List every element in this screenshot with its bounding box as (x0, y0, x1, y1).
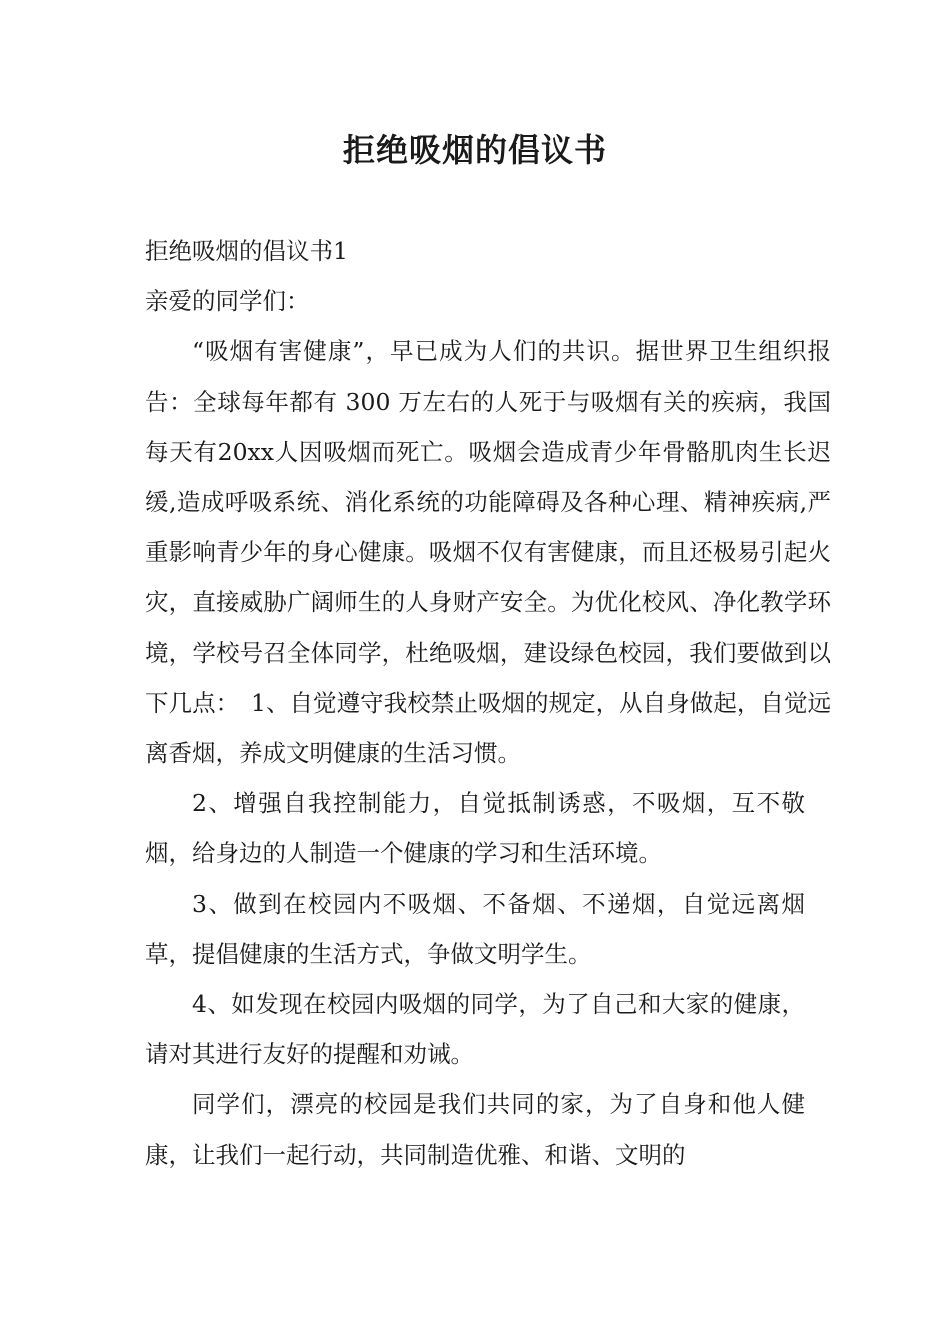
paragraph-intro: “吸烟有害健康”，早已成为人们的共识。据世界卫生组织报告：全球每年都有 300 万左右的人死于与吸烟有关的疾病，我国每天有20xx人因吸烟而死亡。吸烟会造成青少年骨骼肌肉生长迟缓,造成呼吸系统、消化系统的功能障碍及各种心理、精神疾病,严重影响青少年的身心健康。吸烟不仅有害健康，而且还极易引起火灾，直接威胁广阔师生的人身财产安全。为优化校风、净化教学环境，学校号召全体同学，杜绝吸烟，建设绿色校园，我们要做到以下几点： 1、自觉遵守我校禁止吸烟的规定，从自身做起，自觉远离香烟，养成文明健康的生活习惯。 (145, 337, 831, 768)
paragraph-point-3: 3、做到在校园内不吸烟、不备烟、不递烟，自觉远离烟草，提倡健康的生活方式，争做文明学生。 (145, 889, 805, 968)
paragraph-point-4: 4、如发现在校园内吸烟的同学，为了自己和大家的健康，请对其进行友好的提醒和劝诫。 (145, 990, 805, 1069)
salutation: 亲爱的同学们： (145, 287, 310, 316)
paragraph-closing: 同学们，漂亮的校园是我们共同的家，为了自身和他人健康，让我们一起行动，共同制造优雅、和谐、文明的 (145, 1090, 805, 1169)
paragraph-point-2: 2、增强自我控制能力，自觉抵制诱惑，不吸烟，互不敬烟，给身边的人制造一个健康的学习和生活环境。 (145, 789, 805, 868)
document-body (145, 226, 831, 1180)
document-title: 拒绝吸烟的倡议书 (342, 131, 607, 169)
section-heading: 拒绝吸烟的倡议书1 (145, 237, 348, 265)
